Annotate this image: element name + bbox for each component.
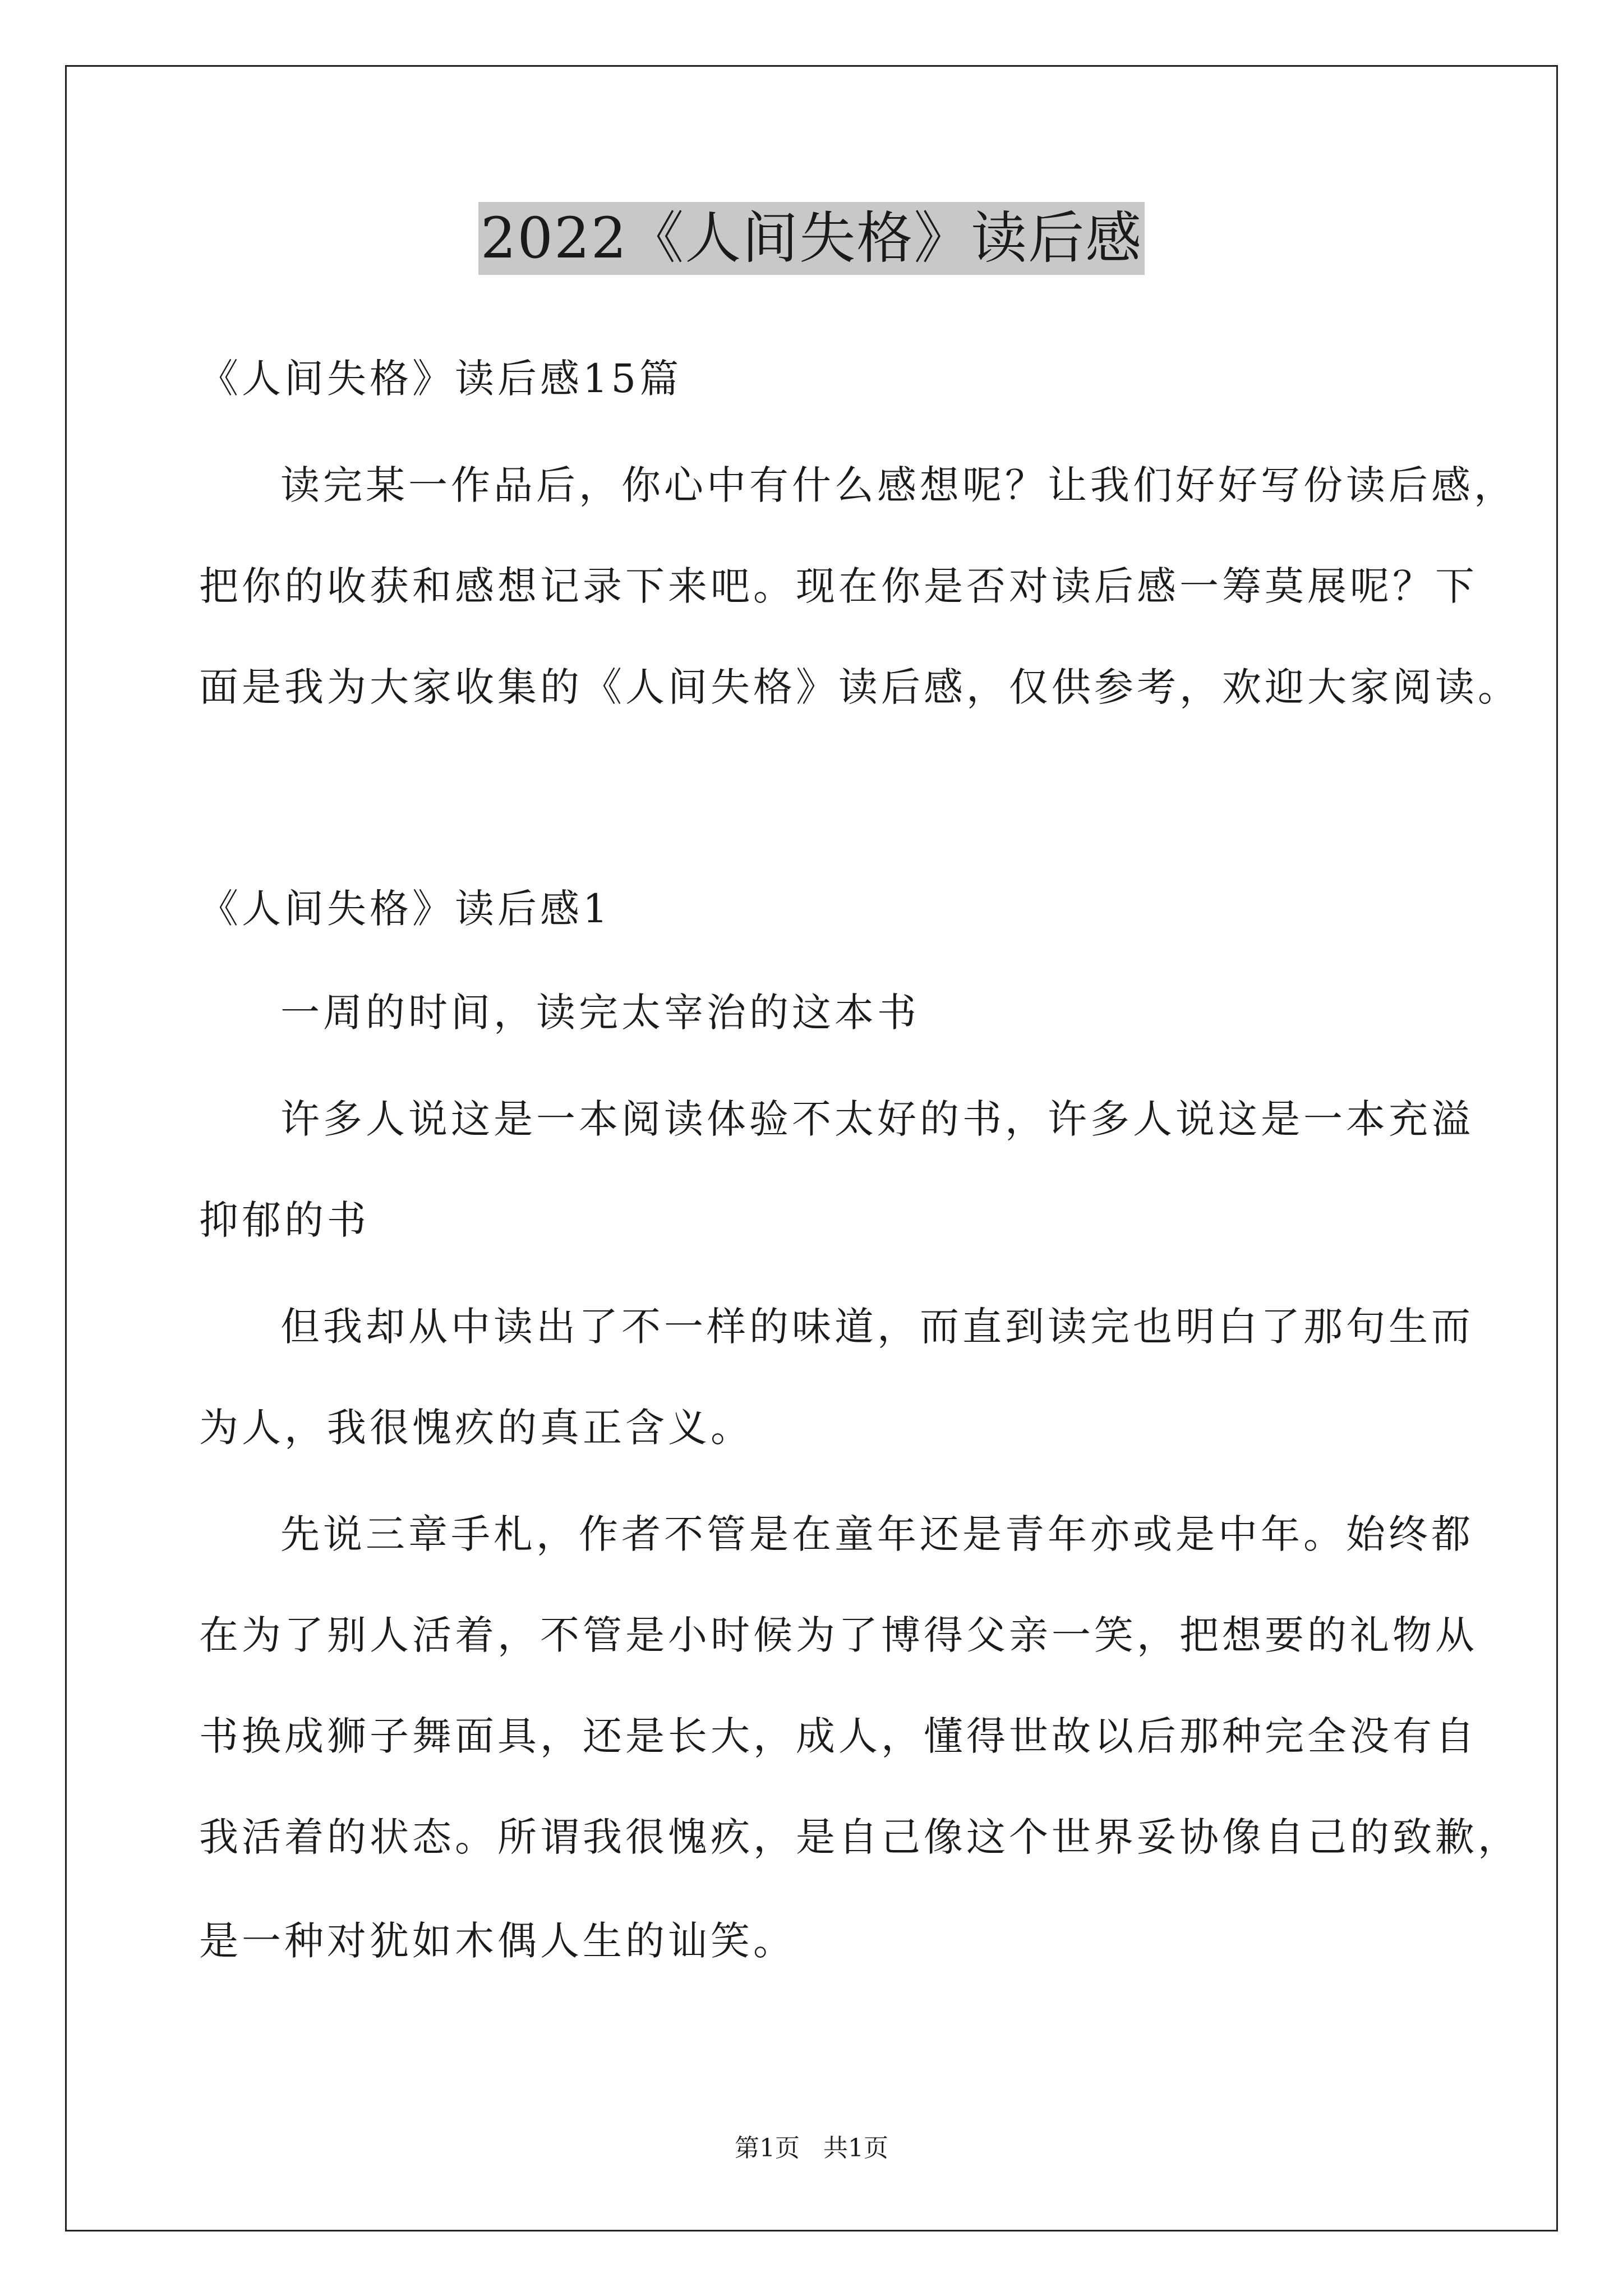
- page-footer: [0, 2132, 1623, 2165]
- body-line-10: 是一种对犹如木偶人生的讪笑。: [199, 1918, 796, 1964]
- body-line-5: 为人，我很愧疚的真正含义。: [199, 1405, 753, 1451]
- intro-line-1: 读完某一作品后，你心中有什么感想呢？让我们好好写份读后感，: [280, 462, 1516, 508]
- body-line-6: 先说三章手札，作者不管是在童年还是青年亦或是中年。始终都: [280, 1511, 1474, 1557]
- body-line-7: 在为了别人活着，不管是小时候为了博得父亲一笑，把想要的礼物从: [199, 1612, 1478, 1658]
- body-line-4: 但我却从中读出了不一样的味道，而直到读完也明白了那句生而: [280, 1304, 1474, 1350]
- page-number-total: 共1页: [823, 2134, 888, 2162]
- body-line-2: 许多人说这是一本阅读体验不太好的书，许多人说这是一本充溢: [280, 1096, 1474, 1142]
- page-number-current: 第1页: [735, 2134, 800, 2162]
- intro-line-2: 把你的收获和感想记录下来吧。现在你是否对读后感一筹莫展呢？下: [199, 563, 1478, 609]
- body-line-3: 抑郁的书: [199, 1197, 370, 1243]
- body-line-8: 书换成狮子舞面具，还是长大，成人，懂得世故以后那种完全没有自: [199, 1713, 1478, 1759]
- subtitle: 《人间失格》读后感15篇: [199, 356, 683, 402]
- title-container: [0, 202, 1623, 275]
- document-title: 2022《人间失格》读后感: [478, 202, 1145, 275]
- section-heading: 《人间失格》读后感1: [199, 886, 611, 932]
- intro-line-3: 面是我为大家收集的《人间失格》读后感，仅供参考，欢迎大家阅读。: [199, 664, 1520, 710]
- body-line-9: 我活着的状态。所谓我很愧疚，是自己像这个世界妥协像自己的致歉，: [199, 1814, 1520, 1860]
- body-line-1: 一周的时间，读完太宰治的这本书: [280, 990, 920, 1036]
